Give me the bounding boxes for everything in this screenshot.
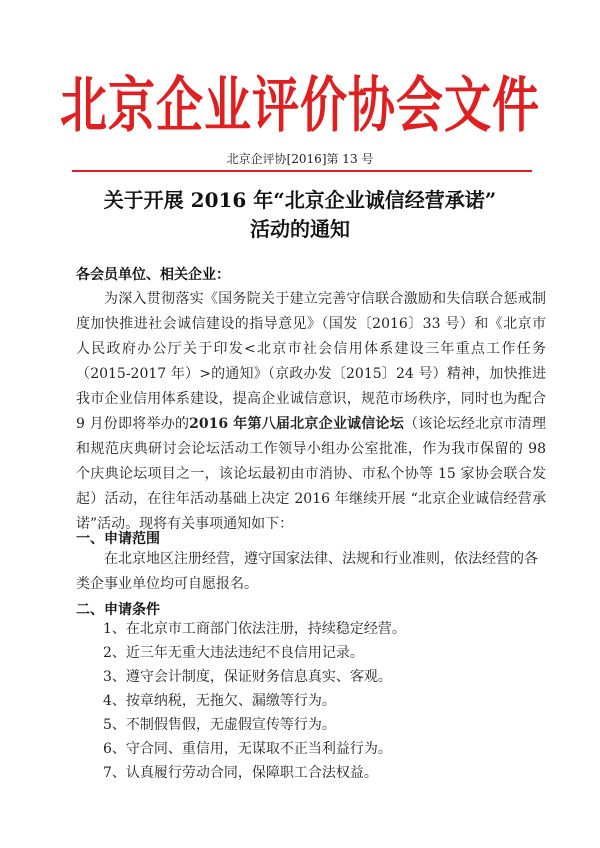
- salutation: 各会员单位、相关企业：: [76, 267, 230, 283]
- conditions-list: [103, 617, 406, 785]
- intro-paragraph: [76, 287, 546, 537]
- condition-item: 3、遵守会计制度，保证财务信息真实、客观。: [103, 669, 392, 685]
- condition-item: 1、在北京市工商部门依法注册，持续稳定经营。: [103, 621, 406, 637]
- org-letterhead-title: 北京企业评价协会文件: [60, 70, 540, 142]
- document-number: 北京企评协[2016]第 13 号: [226, 152, 374, 166]
- section1-body: 在北京地区注册经营，遵守国家法律、法规和行业准则，依法经营的各类企事业单位均可自愿报名。: [76, 551, 538, 592]
- condition-item: 6、守合同、重信用，无谋取不正当利益行为。: [103, 741, 392, 757]
- section1-heading: 一、申请范围: [76, 531, 160, 547]
- letterhead-divider: [72, 170, 532, 172]
- condition-item: 5、不制假售假，无虚假宣传等行为。: [103, 717, 336, 733]
- notice-title-line2: 活动的通知: [250, 217, 350, 241]
- intro-text-part1: 为深入贯彻落实《国务院关于建立完善守信联合激励和失信联合惩戒制度加快推进社会诚信建设的指导意见》（国发〔2016〕33 号）和《北京市人民政府办公厅关于印发<北京市社会信用体系建设三年重点工作任务（2015-2017 年）>的通知》（京政办发〔2015〕24 号）精神，加快推进我市企业信用体系建设，提高企业诚信意识，规范市场秩序，同时也为配合 9 月份即将举办的: [76, 291, 546, 432]
- condition-item: 2、近三年无重大违法违纪不良信用记录。: [103, 645, 364, 661]
- condition-item: 7、认真履行劳动合同，保障职工合法权益。: [103, 765, 378, 781]
- intro-text-part2: （该论坛经北京市清理和规范庆典研讨会论坛活动工作领导小组办公室批准，作为我市保留的 98 个庆典论坛项目之一，该论坛最初由市消协、市私个协等 15 家协会联合发起）活动，在往年活动基础上决定 2016 年继续开展 “北京企业诚信经营承诺”活动。现将有关事项通知如下：: [76, 416, 547, 532]
- forum-name-highlight: 2016 年第八届北京企业诚信论坛: [189, 416, 404, 432]
- notice-title-line1: 关于开展 2016 年“北京企业诚信经营承诺”: [103, 188, 497, 212]
- condition-item: 4、按章纳税，无拖欠、漏缴等行为。: [103, 693, 336, 709]
- section2-heading: 二、申请条件: [76, 602, 160, 618]
